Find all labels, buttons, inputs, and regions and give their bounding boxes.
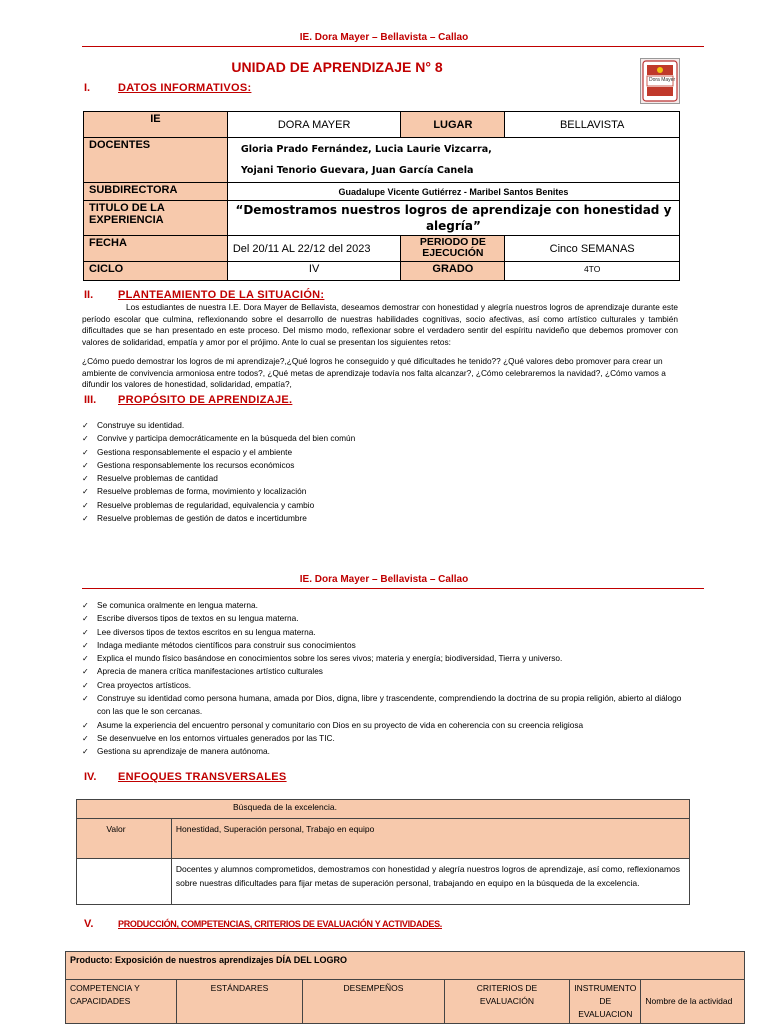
list-item: ✓ Gestiona responsablemente el espacio y el ambiente — [80, 446, 680, 459]
list-item: ✓ Resuelve problemas de gestión de datos e incertidumbre — [80, 512, 680, 525]
section-1-heading: I. DATOS INFORMATIVOS: — [84, 82, 252, 94]
proposito-list-2 — [80, 599, 685, 759]
list-item: ✓ Construye su identidad como persona humana, amada por Dios, digna, libre y trascendente, comprendiendo la doctrina de su propia religión, abierto al diálogo con las que le son cercanas. — [80, 692, 685, 719]
ciclo-value: IV — [227, 262, 401, 281]
list-item: ✓ Gestiona responsablemente los recursos económicos — [80, 459, 680, 472]
header-instrumento: INSTRUMENTO DE EVALUACION — [570, 980, 641, 1024]
list-item: ✓ Resuelve problemas de regularidad, equivalencia y cambio — [80, 499, 680, 512]
section-2-heading: II. PLANTEAMIENTO DE LA SITUACIÓN: — [84, 289, 325, 301]
enfoque-description: Docentes y alumnos comprometidos, demostramos con honestidad y alegría nuestros logros de aprendizaje, así como, reflexionamos sobre nuestras dificultades para fijar metas de superación personal, trabajando en equipo en la búsqueda de la excelencia. — [171, 859, 689, 905]
ciclo-label: CICLO — [84, 262, 228, 281]
enfoque-title: Búsqueda de la excelencia. — [77, 800, 690, 819]
school-header: IE. Dora Mayer – Bellavista – Callao — [299, 32, 469, 43]
grado-value: 4TO — [505, 262, 680, 281]
subdirectora-value: Guadalupe Vicente Gutiérrez - Maribel Santos Benites — [227, 183, 679, 201]
ie-label: IE — [84, 112, 228, 138]
school-header-page2: IE. Dora Mayer – Bellavista – Callao — [299, 574, 469, 585]
info-table — [83, 111, 680, 281]
valor-value: Honestidad, Superación personal, Trabajo en equipo — [171, 819, 689, 859]
titulo-label: TITULO DE LA EXPERIENCIA — [84, 201, 228, 236]
ie-value: DORA MAYER — [227, 112, 401, 138]
section-5-heading: V. PRODUCCIÓN, COMPETENCIAS, CRITERIOS DE EVALUACIÓN Y ACTIVIDADES. — [84, 918, 443, 930]
enfoques-table — [76, 799, 690, 905]
section-3-heading: III. PROPÓSITO DE APRENDIZAJE. — [84, 394, 293, 406]
docentes-label: DOCENTES — [84, 138, 228, 183]
list-item: ✓ Crea proyectos artísticos. — [80, 679, 685, 692]
list-item: ✓ Convive y participa democráticamente en la búsqueda del bien común — [80, 432, 680, 445]
docentes-value: Gloria Prado Fernández, Lucia Laurie Vizcarra, Yojani Tenorio Guevara, Juan García Canela — [227, 138, 679, 183]
lugar-value: BELLAVISTA — [505, 112, 680, 138]
enfoque-empty-cell — [77, 859, 172, 905]
list-item: ✓ Explica el mundo físico basándose en conocimientos sobre los seres vivos; materia y energía; biodiversidad, Tierra y universo. — [80, 652, 685, 665]
fecha-label: FECHA — [84, 236, 228, 262]
producto-row: Producto: Exposición de nuestros aprendizajes DÍA DEL LOGRO — [66, 952, 745, 980]
produccion-table — [65, 951, 745, 1024]
school-logo: Dora Mayer — [640, 58, 680, 104]
list-item: ✓ Resuelve problemas de cantidad — [80, 472, 680, 485]
page-title: UNIDAD DE APRENDIZAJE N° 8 — [231, 59, 443, 75]
list-item: ✓ Indaga mediante métodos científicos para construir sus conocimientos — [80, 639, 685, 652]
header-estandares: ESTÁNDARES — [176, 980, 303, 1024]
proposito-list-1 — [80, 419, 680, 525]
list-item: ✓ Lee diversos tipos de textos escritos en su lengua materna. — [80, 626, 685, 639]
valor-label: Valor — [77, 819, 172, 859]
list-item: ✓ Asume la experiencia del encuentro personal y comunitario con Dios en su proyecto de vida en coherencia con su creencia religiosa — [80, 719, 685, 732]
list-item: ✓ Se comunica oralmente en lengua materna. — [80, 599, 685, 612]
grado-label: GRADO — [401, 262, 505, 281]
header-rule-page2 — [82, 588, 704, 589]
titulo-value: “Demostramos nuestros logros de aprendizaje con honestidad y alegría” — [227, 201, 679, 236]
list-item: ✓ Aprecia de manera crítica manifestaciones artístico culturales — [80, 665, 685, 678]
list-item: ✓ Gestiona su aprendizaje de manera autónoma. — [80, 745, 685, 758]
section-4-heading: IV. ENFOQUES TRANSVERSALES — [84, 771, 287, 783]
header-competencia: COMPETENCIA Y CAPACIDADES — [66, 980, 177, 1024]
periodo-label: PERIODO DE EJECUCIÓN — [401, 236, 505, 262]
situacion-paragraph: Los estudiantes de nuestra I.E. Dora Mayer de Bellavista, deseamos demostrar con honestidad y alegría nuestros logros de aprendizaje durante este período escolar que culmina, reflexionando sobre el desarrollo de nuestras habilidades cognitivas, socio afectivas, así como artístico culturales y también dificultades que se han presentado en este proceso. Del mismo modo, reflexionar sobre el verdadero sentir del espíritu navideño que debemos promover con valores de solidaridad, empatía y amor por el prójimo. Ante lo cual se presentan los siguientes retos: — [82, 302, 678, 347]
header-actividad: Nombre de la actividad — [641, 980, 745, 1024]
periodo-value: Cinco SEMANAS — [505, 236, 680, 262]
list-item: ✓ Se desenvuelve en los entornos virtuales generados por las TIC. — [80, 732, 685, 745]
situacion-retos: ¿Cómo puedo demostrar los logros de mi aprendizaje?,¿Qué logros he conseguido y qué dificultades he tenido?? ¿Qué valores debo promover para crear un ambiente de convivencia armoniosa entre todos?, ¿Qué metas de aprendizaje todavía nos falta alcanzar?, ¿Cómo celebraremos la navidad?, ¿Cómo vamos a difundir los valores de honestidad, solidaridad, empatía?, — [82, 356, 666, 389]
header-rule — [82, 46, 704, 47]
lugar-label: LUGAR — [401, 112, 505, 138]
list-item: ✓ Resuelve problemas de forma, movimiento y localización — [80, 485, 680, 498]
header-desempenos: DESEMPEÑOS — [303, 980, 444, 1024]
list-item: ✓ Escribe diversos tipos de textos en su lengua materna. — [80, 612, 685, 625]
subdirectora-label: SUBDIRECTORA — [84, 183, 228, 201]
list-item: ✓ Construye su identidad. — [80, 419, 680, 432]
fecha-value: Del 20/11 AL 22/12 del 2023 — [227, 236, 401, 262]
header-criterios: CRITERIOS DE EVALUACIÓN — [444, 980, 570, 1024]
